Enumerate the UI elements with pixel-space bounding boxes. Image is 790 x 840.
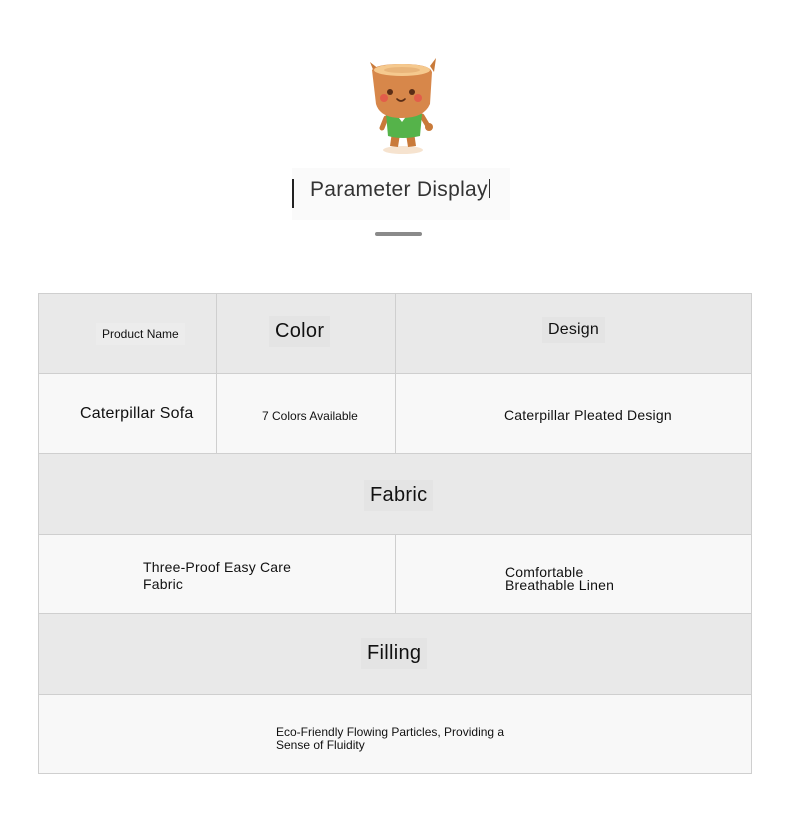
table-cell [39,374,217,453]
table-row [39,614,751,695]
table-row [39,695,751,773]
product-name-value: Caterpillar Sofa [80,405,194,422]
table-cell [217,374,396,453]
filling-value: Eco-Friendly Flowing Particles, Providing a Sense of Fluidity [276,725,505,752]
title-divider [375,232,422,236]
fabric-value-2: Comfortable Breathable Linen [505,564,615,593]
page-title: Parameter Display [310,178,488,201]
parameter-table [38,293,752,774]
table-row [39,454,751,535]
table-cell [217,294,396,373]
product-name-label: Product Name [96,323,185,345]
fabric-heading: Fabric [364,480,433,511]
section-title [292,168,510,220]
table-cell [39,535,396,613]
table-cell [396,294,751,373]
color-label: Color [269,316,330,347]
table-cell [396,374,751,453]
title-accent-bar [292,179,294,208]
table-row [39,535,751,614]
table-cell [396,535,751,613]
fabric-value-1: Three-Proof Easy Care Fabric [143,559,292,592]
color-value: 7 Colors Available [262,409,358,423]
design-label: Design [542,317,605,343]
table-cell [39,294,217,373]
filling-heading: Filling [361,638,427,669]
table-row [39,294,751,374]
tree-stump-mascot-icon [362,58,442,158]
design-value: Caterpillar Pleated Design [504,407,672,423]
table-row [39,374,751,454]
